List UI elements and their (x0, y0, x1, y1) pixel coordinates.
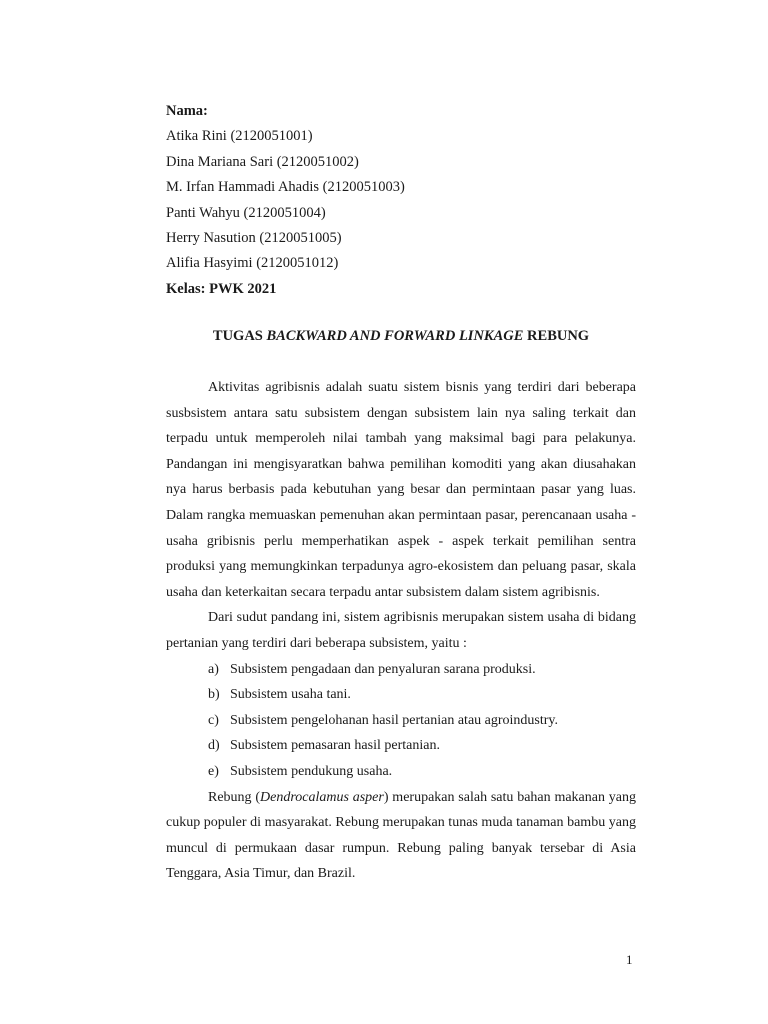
member-name: Dina Mariana Sari (2120051002) (166, 153, 359, 170)
list-item (166, 708, 636, 734)
member-name: Alifia Hasyimi (2120051012) (166, 255, 339, 272)
body-text (166, 375, 636, 887)
list-text: Subsistem pemasaran hasil pertanian. (230, 738, 440, 754)
document-title (166, 328, 636, 345)
kelas-label: Kelas: PWK 2021 (166, 280, 277, 297)
rebung-text-before: Rebung ( (208, 789, 261, 805)
title-italic: BACKWARD AND FORWARD LINKAGE (266, 328, 524, 344)
paragraph-agribisnis: Aktivitas agribisnis adalah suatu sistem bisnis yang terdiri dari beberapa susbsistem antara satu subsistem dengan subsistem lain nya saling terkait dan terpadu untuk memperoleh nilai tambah yang maksimal bagi para pelakunya. Pandangan ini mengisyaratkan bahwa pemilihan komoditi yang akan diusahakan nya harus berbasis pada kebutuhan yang besar dan permintaan pasar yang luas. Dalam rangka memuaskan pemenuhan akan permintaan pasar, perencanaan usaha - usaha gribisnis perlu memperhatikan aspek - aspek terkait pemilihan sentra produksi yang memungkinkan terpadunya agro-ekosistem dan peluang pasar, skala usaha dan keterkaitan secara terpadu antar subsistem dalam sistem agribisnis. (166, 380, 636, 600)
list-marker: d) (208, 738, 220, 754)
list-item (166, 657, 636, 683)
list-item (166, 733, 636, 759)
paragraph-sudut-pandang: Dari sudut pandang ini, sistem agribisnis merupakan sistem usaha di bidang pertanian yang terdiri dari beberapa subsistem, yaitu : (166, 610, 636, 651)
list-marker: c) (208, 712, 219, 728)
list-item (166, 682, 636, 708)
page-number: 1 (626, 952, 633, 967)
list-text: Subsistem pendukung usaha. (230, 763, 393, 779)
rebung-text-after: ) merupakan salah satu bahan makanan yang cukup populer di masyarakat. Rebung merupakan tunas muda tanaman bambu yang muncul di permukaan dasar rumpun. Rebung paling banyak tersebar di Asia Tenggara, Asia Timur, dan Brazil. (166, 789, 636, 882)
list-text: Subsistem usaha tani. (230, 687, 351, 703)
list-marker: a) (208, 661, 219, 677)
member-name: Panti Wahyu (2120051004) (166, 204, 326, 221)
list-text: Subsistem pengadaan dan penyaluran sarana produksi. (230, 661, 536, 677)
paragraph-rebung (166, 785, 636, 887)
list-item (166, 759, 636, 785)
subsystem-list (166, 657, 636, 785)
nama-label: Nama: (166, 103, 208, 119)
member-name: Herry Nasution (2120051005) (166, 229, 342, 246)
title-prefix: TUGAS (212, 328, 267, 344)
list-text: Subsistem pengelohanan hasil pertanian atau agroindustry. (230, 712, 559, 728)
title-suffix: REBUNG (523, 328, 590, 344)
list-marker: b) (208, 687, 220, 703)
list-marker: e) (208, 763, 219, 779)
member-name: M. Irfan Hammadi Ahadis (2120051003) (166, 179, 405, 196)
member-name: Atika Rini (2120051001) (166, 128, 313, 145)
page-content (166, 99, 636, 882)
author-block (166, 99, 636, 302)
species-name: Dendrocalamus asper (260, 789, 384, 805)
